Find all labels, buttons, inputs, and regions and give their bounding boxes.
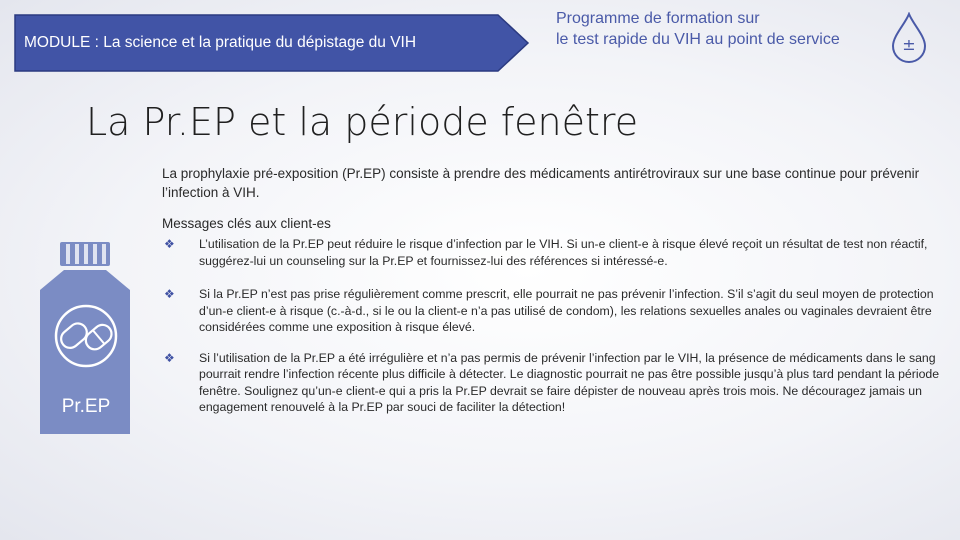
list-item <box>164 286 948 336</box>
list-item <box>164 236 948 269</box>
diamond-bullet-icon: ❖ <box>164 237 175 251</box>
program-title-line1: Programme de formation sur <box>556 10 760 27</box>
drop-symbol: ± <box>902 35 916 54</box>
list-item-text: L’utilisation de la Pr.EP peut réduire le risque d’infection par le VIH. Si un-e client-e à risque élevé reçoit un résultat de test non réactif, suggérez-lui un counseling sur la Pr.EP et fournissez-lui des références si intéressé-e. <box>199 237 928 268</box>
bottle-label: Pr.EP <box>61 396 111 417</box>
key-messages-list <box>164 236 948 433</box>
program-title <box>556 8 896 50</box>
page-title: La Pr.EP et la période fenêtre <box>86 100 639 144</box>
list-item-text: Si la Pr.EP n’est pas prise régulièrement comme prescrit, elle pourrait ne pas prévenir l’infection. S’il s’agit du seul moyen de protection d’un-e client-e à risque (c.-à-d., si le ou la client-e n’a pas utilisé de condom), les relations sexuelles anales ou vaginales devraient être considérées comme une exposition à risque élevé. <box>199 287 934 334</box>
list-item <box>164 350 948 416</box>
module-label: MODULE : La science et la pratique du dépistage du VIH <box>24 34 417 51</box>
messages-heading: Messages clés aux client-es <box>162 216 331 231</box>
diamond-bullet-icon: ❖ <box>164 287 175 301</box>
module-banner <box>14 14 530 72</box>
intro-paragraph: La prophylaxie pré-exposition (Pr.EP) consiste à prendre des médicaments antirétroviraux sur une base continue pour prévenir l’infection à VIH. <box>162 166 920 200</box>
list-item-text: Si l’utilisation de la Pr.EP a été irrégulière et n’a pas permis de prévenir l’infection par le VIH, la présence de médicaments dans le sang pourrait rendre l’infection récente plus difficile à détecter. Le diagnostic pourrait ne pas être possible jusqu’à plus tard pendant la période fenêtre. Soulignez qu’un-e client-e qui a pris la Pr.EP devrait se faire dépister de nouveau après trois mois. Ne découragez jamais un engagement renouvelé à la Pr.EP par souci de faciliter la détection! <box>199 350 940 414</box>
diamond-bullet-icon: ❖ <box>164 350 175 365</box>
pill-bottle-icon <box>38 240 134 436</box>
drop-plus-minus-icon <box>890 12 928 64</box>
program-title-line2: le test rapide du VIH au point de service <box>556 31 840 48</box>
